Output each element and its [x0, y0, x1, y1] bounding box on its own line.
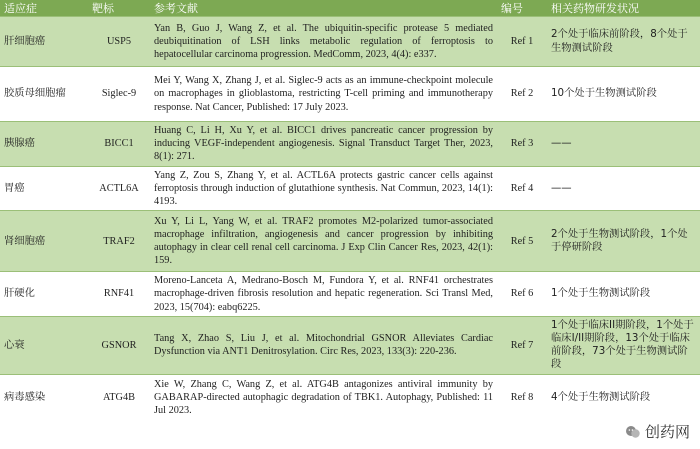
ref-cell: Ref 5: [497, 211, 547, 272]
table-row: [0, 166, 700, 211]
citation-cell: Moreno-Lanceta A, Medrano-Bosch M, Fundora Y, et al. RNF41 orchestrates macrophage-driven fibrosis resolution and hepatic regeneration. Sci Transl Med, 2023, 15(704): eabq6225.: [150, 272, 497, 317]
target-cell: ATG4B: [88, 374, 150, 420]
disease-cell: 肝硬化: [0, 272, 88, 317]
header-row: [0, 0, 700, 17]
status-cell: 1个处于临床II期阶段，1个处于临床I/II期阶段，13个处于临床前阶段，73个处于生物测试阶段: [547, 316, 700, 374]
status-cell: 2个处于临床前阶段，8个处于生物测试阶段: [547, 17, 700, 67]
target-cell: BICC1: [88, 122, 150, 167]
disease-cell: 胰腺癌: [0, 122, 88, 167]
header-target: 靶标: [88, 0, 150, 17]
disease-cell: 肾细胞癌: [0, 211, 88, 272]
target-cell: RNF41: [88, 272, 150, 317]
table-row: [0, 122, 700, 167]
disease-cell: 胶质母细胞瘤: [0, 67, 88, 122]
watermark: [621, 420, 694, 443]
status-cell: 4个处于生物测试阶段: [547, 374, 700, 420]
citation-cell: Mei Y, Wang X, Zhang J, et al. Siglec-9 acts as an immune-checkpoint molecule on macrophages in glioblastoma, restricting T-cell priming and immunotherapy response. Nat Cancer, Published: 17 July 2023.: [150, 67, 497, 122]
watermark-text: 创药网: [644, 423, 690, 441]
target-cell: USP5: [88, 17, 150, 67]
target-cell: TRAF2: [88, 211, 150, 272]
citation-cell: Yang Z, Zou S, Zhang Y, et al. ACTL6A protects gastric cancer cells against ferroptosis through induction of glutathione synthesis. Nat Commun, 2023, 14(1): 4193.: [150, 166, 497, 211]
ref-cell: Ref 1: [497, 17, 547, 67]
ref-cell: Ref 3: [497, 122, 547, 167]
ref-cell: Ref 7: [497, 316, 547, 374]
target-cell: ACTL6A: [88, 166, 150, 211]
status-cell: ——: [547, 122, 700, 167]
table-row: [0, 374, 700, 420]
disease-cell: 胃癌: [0, 166, 88, 211]
citation-cell: Huang C, Li H, Xu Y, et al. BICC1 drives pancreatic cancer progression by inducing VEGF-independent angiogenesis. Signal Transduct Target Ther, 2023, 8(1): 271.: [150, 122, 497, 167]
table-row: [0, 272, 700, 317]
status-cell: 1个处于生物测试阶段: [547, 272, 700, 317]
citation-cell: Xu Y, Li L, Yang W, et al. TRAF2 promotes M2-polarized tumor-associated macrophage infiltration, angiogenesis and cancer progression by inhibiting autophagy in clear cell renal cell carcinoma. J Exp Clin Cancer Res, 2023, 42(1): 159.: [150, 211, 497, 272]
table-row: [0, 67, 700, 122]
table-row: [0, 17, 700, 67]
citation-cell: Xie W, Zhang C, Wang Z, et al. ATG4B antagonizes antiviral immunity by GABARAP-directed autophagic degradation of TBK1. Autophagy, Published: 11 Jul 2023.: [150, 374, 497, 420]
header-disease: 适应症: [0, 0, 88, 17]
disease-cell: 病毒感染: [0, 374, 88, 420]
citation-cell: Tang X, Zhao S, Liu J, et al. Mitochondrial GSNOR Alleviates Cardiac Dysfunction via ANT1 Denitrosylation. Circ Res, 2023, 133(3): 220-236.: [150, 316, 497, 374]
table-row: [0, 316, 700, 374]
ref-cell: Ref 6: [497, 272, 547, 317]
disease-cell: 心衰: [0, 316, 88, 374]
target-cell: GSNOR: [88, 316, 150, 374]
header-citation: 参考文献: [150, 0, 497, 17]
disease-cell: 肝细胞癌: [0, 17, 88, 67]
header-ref: 编号: [497, 0, 547, 17]
status-cell: ——: [547, 166, 700, 211]
ref-cell: Ref 2: [497, 67, 547, 122]
ref-cell: Ref 8: [497, 374, 547, 420]
target-cell: Siglec-9: [88, 67, 150, 122]
ref-cell: Ref 4: [497, 166, 547, 211]
status-cell: 2个处于生物测试阶段，1个处于停研阶段: [547, 211, 700, 272]
wechat-icon: [625, 424, 641, 440]
citation-cell: Yan B, Guo J, Wang Z, et al. The ubiquitin-specific protease 5 mediated deubiquitination of LSH links metabolic regulation of ferroptosis to hepatocellular carcinoma progression. MedComm, 2023, 4(4): e337.: [150, 17, 497, 67]
table-row: [0, 211, 700, 272]
status-cell: 10个处于生物测试阶段: [547, 67, 700, 122]
header-status: 相关药物研发状况: [547, 0, 700, 17]
